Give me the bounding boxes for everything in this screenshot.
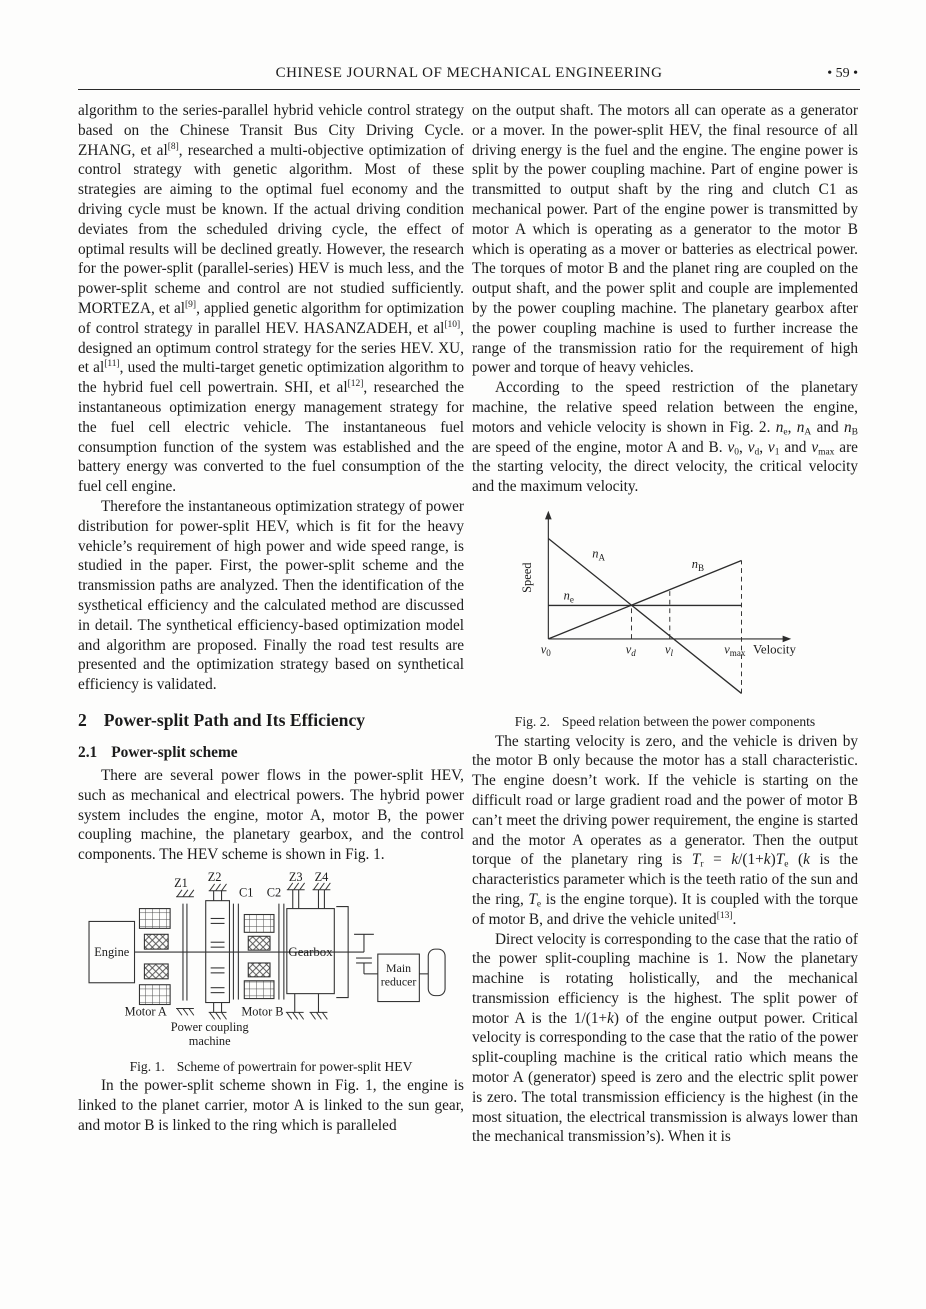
- fig1-c2-label: C2: [266, 885, 282, 900]
- section-heading: [78, 709, 464, 731]
- fig2-na-label: $n_A$: [592, 546, 606, 563]
- paragraph: Therefore the instantaneous optimization strategy of power distribution for power-split HEV, which is fit for the heavy vehicle’s requirement of high power and wide speed range, is studied in the paper. First, the power-split scheme and the transmission paths are analyzed. Then the identification of the systhetical efficiency and the calculated method are discussed in detail. The synthetical efficiency-based optimization model and algorithm are proposed. Finally the road test results are presented and the optimization strategy based on synthetical efficiency is validated.: [78, 497, 464, 694]
- dashed-guides: [632, 560, 742, 693]
- figure1-caption-label: Fig. 1.: [129, 1058, 165, 1074]
- figure2-caption-text: Speed relation between the power components: [561, 713, 816, 729]
- fig1-gearbox-label: Gearbox: [288, 944, 333, 959]
- figure1-labels: [94, 871, 416, 1048]
- paragraph: The starting velocity is zero, and the vehicle is driven by the motor B only because the motor has a stall characteristic. The engine doesn’t work. If the vehicle is starting on the difficult road or large gradient road and the power of motor B can’t meet the driving power requirement, the engine is started and the motor A operates as a generator. Then the output torque of the planetary ring is $T_r = k/(1+k)T_e$ (k is the characteristics parameter which is the teeth ratio of the sun and the ring, $T_e$ is the engine torque). It is coupled with the torque of motor B, and drive the vehicle united[13].: [472, 732, 858, 928]
- figure2-caption: [472, 712, 858, 732]
- gear-z3: [287, 883, 305, 909]
- motor-b-blocks: [244, 914, 274, 998]
- page-header: [78, 63, 860, 90]
- x-axis-arrow: [783, 636, 792, 643]
- paragraph: algorithm to the series-parallel hybrid vehicle control strategy based on the Chinese Transit Bus City Driving Cycle. ZHANG, et al[8], researched a multi-objective optimization of control strategy with genetic algorithm. Most of these strategies are aiming to the optimal fuel economy and the driving cycle must be known. If the actual driving condition deviates from the scheduled driving cycle, the effect of optimal results will be declined greatly. However, the research for the power-split (parallel-series) HEV is much less, and the power-split scheme and control are not studied sufficiently. MORTEZA, et al[9], applied genetic algorithm for optimization of control strategy in parallel HEV. HASANZADEH, et al[10], designed an optimum control strategy for the series HEV. XU, et al[11], used the multi-target genetic optimization algorithm to the hybrid fuel cell powertrain. SHI, et al[12], researched the instantaneous optimization energy management strategy for the fuel cell electric vehicle. The instantaneous fuel consumption function of the system was established and the battery energy was converted to the fuel consumption of the fuel cell engine.: [78, 102, 465, 496]
- fig1-z3-label: Z3: [288, 870, 303, 884]
- subsection-heading: [78, 743, 464, 763]
- fig1-main-reducer-label-1: Main: [386, 960, 412, 975]
- fig1-motor-a-label: Motor A: [124, 1004, 167, 1019]
- fig1-coupling-label-2: machine: [188, 1033, 231, 1048]
- figure1-caption-text: Scheme of powertrain for power-split HEV: [176, 1058, 413, 1074]
- figure2-labels: [520, 547, 796, 658]
- fig1-z2-label: Z2: [207, 870, 222, 884]
- paragraph: Direct velocity is corresponding to the case that the ratio of the power split-coupling machine is 1. Now the planetary machine is rotating holistically, and the mechanical transmission efficiency is the highest. The split power of motor A is the 1/(1+k) of the engine output power. Critical velocity is corresponding to the case that the ratio of the power split-coupling machine is the critical ratio which means the motor A (generator) speed is zero and the electric split power is zero. The total transmission efficiency is the highest (in the most situation, the electrical transmission is always lower than the mechanical transmission’s). When it is: [472, 930, 858, 1146]
- journal-title: CHINESE JOURNAL OF MECHANICAL ENGINEERING: [275, 65, 663, 81]
- na-curve: [548, 538, 741, 693]
- fig2-tick-vl: $v_l$: [665, 642, 674, 659]
- fig2-tick-vmax: $v_{max}$: [724, 642, 746, 659]
- figure1-caption: [78, 1057, 464, 1077]
- figure-2: [472, 503, 858, 712]
- fig1-main-reducer-label-2: reducer: [380, 974, 417, 989]
- nb-curve: [548, 560, 741, 638]
- y-axis-arrow: [545, 511, 552, 520]
- figure2-speed-velocity-chart: [512, 503, 818, 706]
- right-column: [472, 101, 858, 1147]
- subsection-number: 2.1: [78, 743, 98, 761]
- wheel: [428, 949, 445, 995]
- section-number: 2: [78, 709, 87, 730]
- paragraph: There are several power flows in the power-split HEV, such as mechanical and electrical powers. The hybrid power system includes the engine, motor A, motor B, the power coupling machine, the planetary gearbox, and the control components. The HEV scheme is shown in Fig. 1.: [78, 766, 464, 864]
- fig1-c1-label: C1: [239, 885, 254, 900]
- subsection-title: Power-split scheme: [111, 743, 238, 761]
- transfer-gears: [354, 934, 378, 974]
- figure1-powertrain-schematic: [83, 871, 459, 1051]
- fig1-z1-label: Z1: [174, 875, 188, 890]
- figure-1: [78, 871, 464, 1057]
- fig1-z4-label: Z4: [314, 870, 329, 884]
- fig2-tick-vd: $v_d$: [625, 642, 636, 659]
- paragraph: In the power-split scheme shown in Fig. 1, the engine is linked to the planet carrier, motor A is linked to the sun gear, and motor B is linked to the ring which is paralleled: [78, 1077, 464, 1135]
- motor-a-blocks: [139, 908, 170, 1004]
- fig2-tick-v0: $v_0$: [540, 642, 551, 659]
- left-column: [78, 101, 464, 1136]
- fig2-ne-label: $n_e$: [563, 588, 574, 605]
- gearbox-grounds: [286, 994, 328, 1020]
- fig2-ylabel: Speed: [520, 562, 535, 593]
- section-title: Power-split Path and Its Efficiency: [103, 709, 366, 730]
- gear-z4: [313, 883, 331, 909]
- fig2-nb-label: $n_B$: [691, 557, 705, 573]
- fig1-coupling-label-1: Power coupling: [170, 1020, 249, 1035]
- paragraph: According to the speed restriction of the planetary machine, the relative speed relation between the engine, motors and vehicle velocity is shown in Fig. 2. $n_e$, $n_A$ and $n_B$ are speed of the engine, motor A and B. $v_0$, $v_d$, $v_1$ and $v_{max}$ are the starting velocity, the direct velocity, the critical velocity and the maximum velocity.: [472, 379, 858, 496]
- paragraph: on the output shaft. The motors all can operate as a generator or a mover. In the power-split HEV, the final resource of all driving energy is the fuel and the engine. The engine power is split by the power coupling machine. Part of engine power is transmitted to output shaft by the ring and clutch C1 as mechanical power. Part of the engine power is transmitted by motor A which is operating as a generator to the motor B which is operating as a mover or batteries as electrical power. The torques of motor B and the planet ring are coupled on the output shaft, and the power split and couple are implemented by the power coupling machine. The planetary gearbox after the power coupling machine is used to further increase the range of the transmission ratio for the requirement of high power and torque of heavy vehicles.: [472, 102, 858, 377]
- figure2-caption-label: Fig. 2.: [514, 713, 550, 729]
- fig2-xlabel: Velocity: [752, 642, 796, 657]
- fig1-engine-label: Engine: [94, 944, 130, 959]
- fig1-motor-b-label: Motor B: [241, 1004, 284, 1019]
- page-number: • 59 •: [827, 66, 858, 81]
